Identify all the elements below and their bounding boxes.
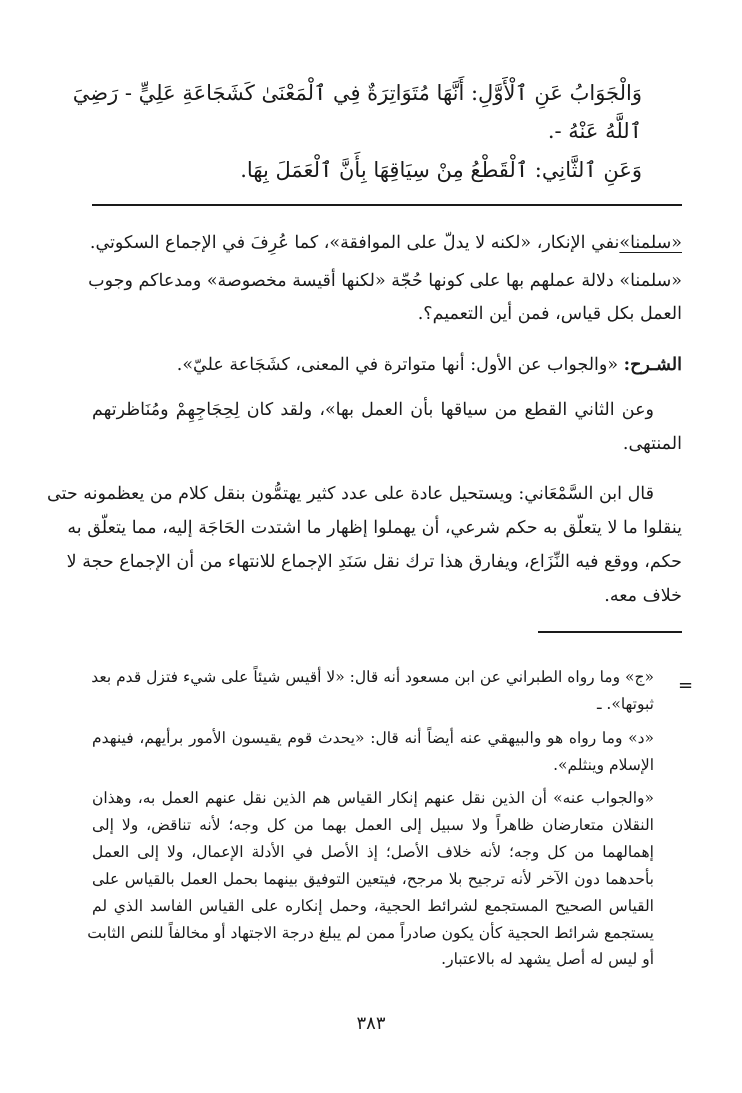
body-paragraph-5-line-1: قال ابن السَّمْعَاني: ويستحيل عادة على عدد كثير يهتمُّون بنقل كلام من يعظمونه حتى <box>47 484 654 504</box>
sharh-text: «والجواب عن الأول: أنها متواترة في المعنى، كشَجَاعة عليّ». <box>176 355 619 375</box>
body-paragraph-4-line-1: وعن الثاني القطع من سياقها بأن العمل بها»، ولقد كان لِحِجَاجِهِمْ ومُنَاظرتهم <box>92 400 654 420</box>
footnote-line-11: أو ليس له أصل يشهد له بالاعتبار. <box>441 950 654 968</box>
matn-line-1: وَالْجَوَابُ عَنِ ٱلْأَوَّلِ: أَنَّهَا مُتَوَاتِرَةٌ فِي ٱلْمَعْنَىٰ كَشَجَاعَةِ عَلِيٍّ - رَضِيَ <box>72 81 642 105</box>
underlined-term: «سلمنا» <box>619 233 682 253</box>
sharh-label: الشـرح: <box>623 355 682 375</box>
footnote-line-2: ثبوتها». ـ <box>596 695 654 713</box>
footnote-line-8: بأحدهما دون الآخر لأنه ترجيح بلا مرجح، فيتعين التوفيق بينهما بحمل العمل بالقياس على <box>92 870 654 888</box>
matn-line-2: ٱللَّهُ عَنْهُ -. <box>547 119 642 143</box>
sharh-paragraph <box>176 351 682 379</box>
body-paragraph-2-line-2: العمل بكل قياس، فمن أين التعميم؟. <box>417 304 682 324</box>
footnote-separator-rule <box>538 631 682 633</box>
matn-line-3: وَعَنِ ٱلثَّانِي: ٱلْقَطْعُ مِنْ سِيَاقِهَا بِأَنَّ ٱلْعَمَلَ بِهَا. <box>240 158 642 182</box>
page-number: ٣٨٣ <box>356 1013 386 1034</box>
body-paragraph-5-line-4: خلاف معه. <box>604 586 682 606</box>
footnote-continuation-marker: = <box>678 675 694 696</box>
footnote-line-3: «د» وما رواه هو والبيهقي عنه أيضاً أنه قال: «يحدث قوم يقيسون الأمور برأيهم، فينهدم <box>92 729 654 747</box>
body-paragraph-4-line-2: المنتهى. <box>622 434 682 454</box>
body-paragraph-1-text: نفي الإنكار، «لكنه لا يدلّ على الموافقة»، كما عُرِفَ في الإجماع السكوتي. <box>89 233 620 253</box>
body-paragraph-1 <box>89 229 682 257</box>
footnote-line-10: يستجمع شرائط الحجية كأن يكون صادراً ممن لم يبلغ درجة الاجتهاد أو مخالفاً للنص الثابت <box>87 924 654 942</box>
footnote-line-7: إهمالهما من كل وجه؛ لأنه خلاف الأصل؛ إذ الأصل في الأدلة الإعمال، ولا إلى العمل <box>92 843 654 861</box>
body-paragraph-2-line-1: «سلمنا» دلالة عملهم بها على كونها حُجّة «لكنها أقيسة مخصوصة» ومدعاكم وجوب <box>88 271 682 291</box>
body-paragraph-5-line-3: حكم، ووقع فيه النِّزَاع، ويفارق هذا ترك نقل سَنَدِ الإجماع للانتهاء من أن الإجماع حجة لا <box>66 552 682 572</box>
footnote-line-6: النقلان متعارضان ظاهراً ولا سبيل إلى العمل بهما من كل وجه؛ لأنه تناقض، ولا إلى <box>92 816 654 834</box>
body-paragraph-5-line-2: ينقلوا ما لا يتعلّق به حكم شرعي، أن يهملوا إظهار ما اشتدت الحَاجَة إليه، مما يتعلّق به <box>67 518 682 538</box>
footnote-line-9: القياس الصحيح المستجمع لشرائط الحجية، وحمل إنكاره على القياس الفاسد الذي لم <box>92 897 654 915</box>
matn-separator-rule <box>92 204 682 206</box>
footnote-line-4: الإسلام وينثلم». <box>553 756 654 774</box>
footnote-line-5: «والجواب عنه» أن الذين نقل عنهم إنكار القياس هم الذين نقل عنهم العمل به، وهذان <box>92 789 654 807</box>
footnote-line-1: «ج» وما رواه الطبراني عن ابن مسعود أنه قال: «لا أقيس شيئاً على شيء فتزل قدم بعد <box>91 668 654 686</box>
